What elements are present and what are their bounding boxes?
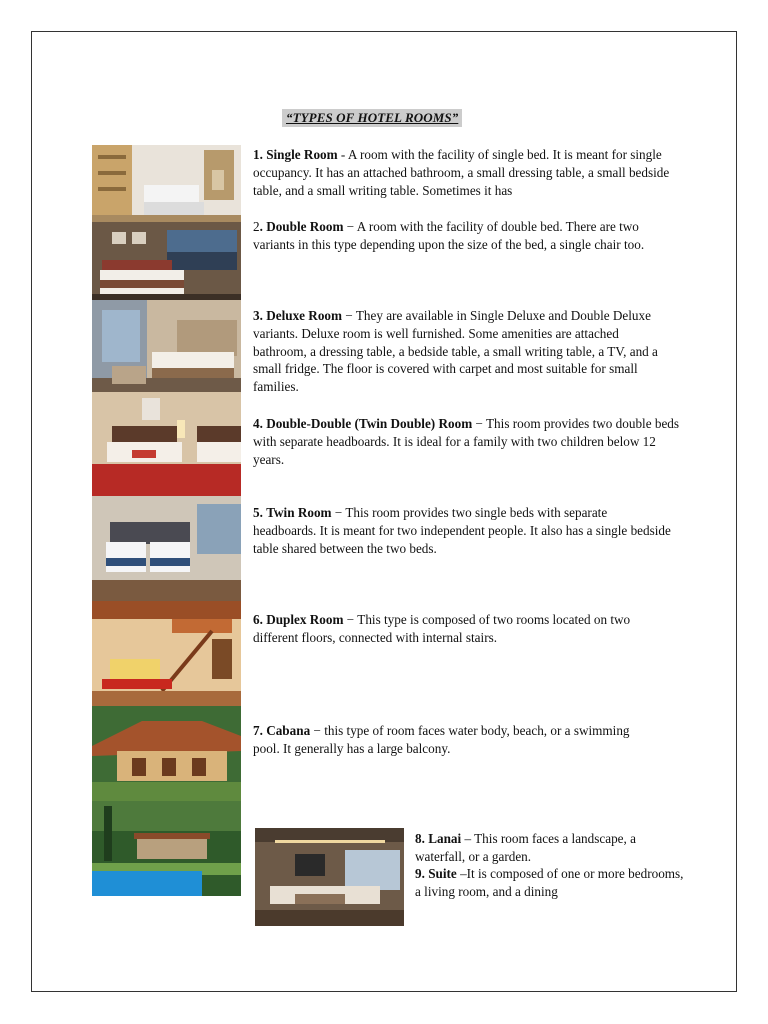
room-entry [253,218,673,254]
room-entry [253,146,673,199]
room-separator: − [342,308,356,323]
room-entry [415,830,685,866]
room-separator: − [472,416,486,431]
room-description: this type of room faces water body, beach, or a swimming pool. It generally has a large balcony. [253,723,630,756]
room-entry [253,504,673,557]
room-name: Double-Double (Twin Double) Room [266,416,473,431]
deluxe-room-photo [92,300,241,392]
room-entry [415,865,685,901]
room-number: 1. [253,147,263,162]
room-separator: − [331,505,346,520]
room-separator: – [461,831,475,846]
room-number: 3. [253,308,263,323]
room-number: 6. [253,612,263,627]
twin-room-photo [92,496,241,601]
room-separator: - [337,147,348,162]
room-entry [253,307,673,396]
room-entry [253,722,633,758]
room-number: 9. [415,866,425,881]
room-name: Duplex Room [266,612,344,627]
room-description: It is composed of one or more bedrooms, a living room, and a dining [415,866,684,899]
room-name: Suite [428,866,457,881]
room-separator: − [343,612,358,627]
room-name: Twin Room [266,505,332,520]
room-number: 2 [253,219,260,234]
room-description: This room provides two double beds with separate headboards. It is ideal for a family with two children below 12 years. [253,416,680,467]
lanai-photo [92,801,241,896]
room-separator: − [343,219,357,234]
double-room-photo [92,222,241,300]
double-double-room-photo [92,392,241,496]
room-name: Deluxe Room [266,308,343,323]
room-description: This room provides two single beds with separate headboards. It is meant for two independent people. It also has a single bedside table shared between the two beds. [253,505,671,556]
document-title: “TYPES OF HOTEL ROOMS” [282,109,462,127]
room-number: 5. [253,505,263,520]
room-description: A room with the facility of single bed. It is meant for single occupancy. It has an attached bathroom, a small dressing table, a small bedside table, and a small writing table. Sometimes it has [253,147,670,198]
suite-photo [255,828,404,926]
duplex-room-photo [92,601,241,706]
room-description: This type is composed of two rooms located on two different floors, connected with internal stairs. [253,612,631,645]
room-name: Cabana [266,723,311,738]
room-separator: − [310,723,325,738]
room-number: 7. [253,723,263,738]
room-number: 4. [253,416,263,431]
room-name: Lanai [428,831,462,846]
room-name: . Double Room [259,219,344,234]
room-entry [253,415,683,468]
single-room-photo [92,145,241,222]
room-separator: – [456,866,467,881]
room-description: This room faces a landscape, a waterfall, or a garden. [415,831,636,864]
room-entry [253,611,673,647]
cabana-photo [92,706,241,801]
room-description: They are available in Single Deluxe and Double Deluxe variants. Deluxe room is well furnished. Some amenities are attached bathroom, a dressing table, a bedside table, a small writing table, a TV, and a small fridge. The floor is covered with carpet and most suitable for small families. [253,308,658,395]
room-description: A room with the facility of double bed. There are two variants in this type depending upon the size of the bed, a single chair too. [253,219,645,252]
room-number: 8. [415,831,425,846]
room-name: Single Room [266,147,338,162]
